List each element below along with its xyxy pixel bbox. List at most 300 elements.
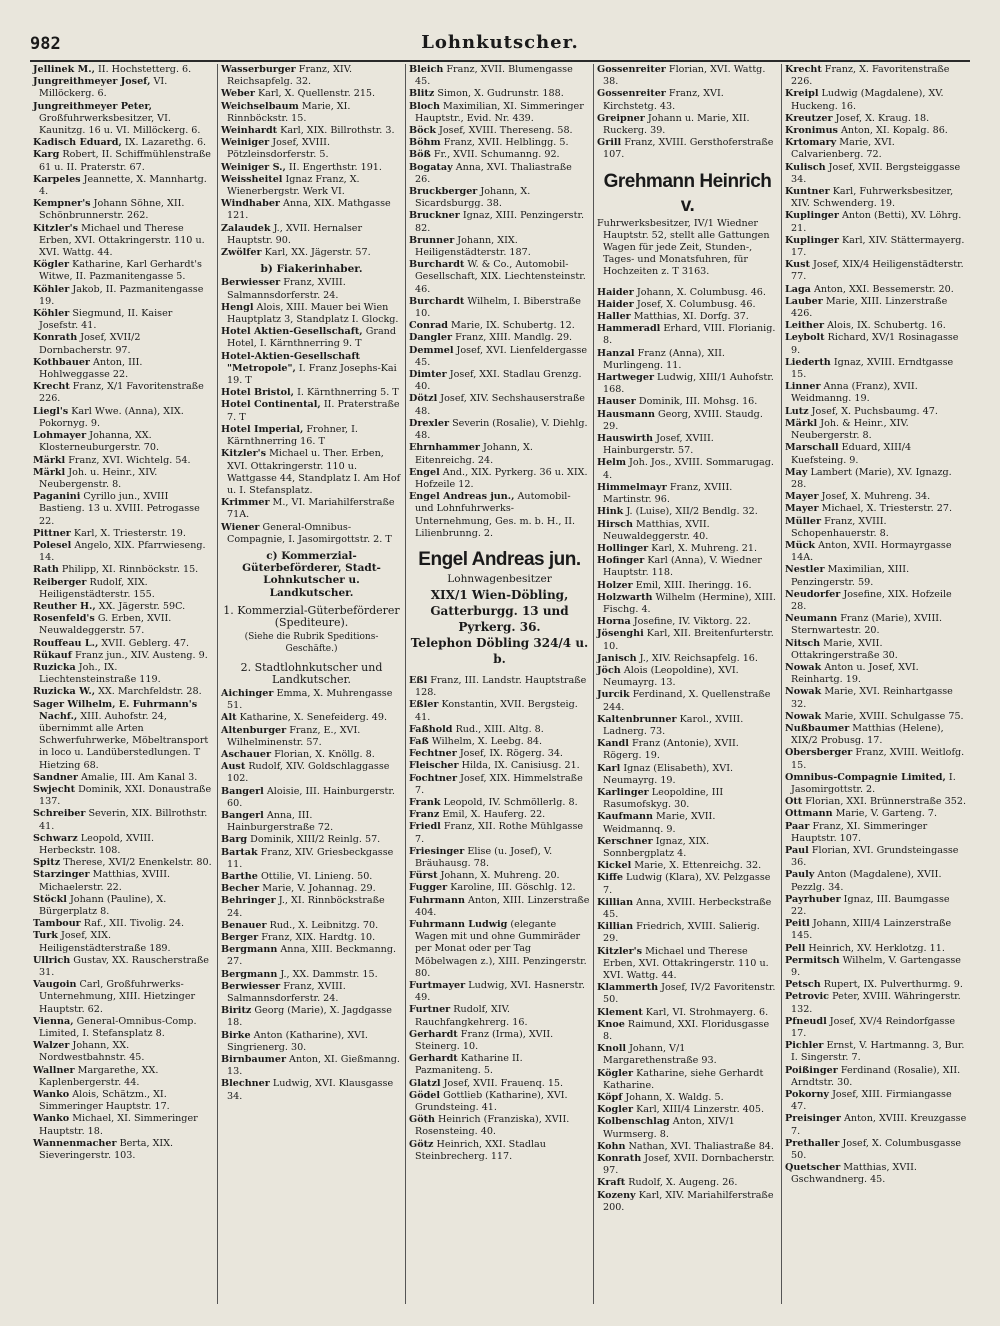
directory-entry (221, 302, 402, 326)
directory-entry (221, 969, 402, 981)
entry-text: Rudolf, XIX. Heiligenstädterstr. 155. (39, 576, 155, 600)
entry-name: Rosenfeld's (33, 613, 95, 625)
entry-text: Anton (Magdalene), XVII. Pezzlg. 34. (791, 869, 942, 893)
directory-entry (597, 311, 778, 323)
entry-name: Göth (409, 1114, 435, 1126)
directory-entry (785, 235, 967, 259)
directory-entry (33, 979, 214, 1016)
entry-name: Nußbaumer (785, 722, 850, 734)
entry-text: Marie, X. Ettenreichg. 32. (631, 860, 762, 872)
directory-entry (221, 399, 402, 423)
entry-text: Michael u. Ther. Erben, XVI. Ottakringerstr. 110 u. Wattgasse 44, Standplatz I. Am Hof u. I. Stefansplatz. (227, 448, 401, 496)
entry-name: Kohn (597, 1140, 626, 1152)
directory-entry (221, 810, 402, 834)
entry-name: Bogatay (409, 161, 453, 173)
directory-entry (33, 332, 214, 356)
entry-name: Leybolt (785, 332, 825, 344)
entry-text: Anna, XIII. Beckmanng. 27. (227, 944, 397, 968)
entry-text: Karl Wwe. (Anna), XIX. Pokornyg. 9. (39, 405, 184, 429)
directory-entry (33, 1113, 214, 1137)
directory-entry (597, 1116, 778, 1140)
directory-entry (409, 724, 590, 736)
entry-name: Wasserburger (221, 64, 296, 75)
entry-name: Paganini (33, 491, 81, 503)
directory-entry (597, 543, 778, 555)
entry-name: Horna (597, 616, 631, 628)
directory-entry (33, 833, 214, 857)
entry-text: Wilhelm (Hermine), XIII. Fischg. 4. (603, 591, 776, 615)
entry-text: Franz, XVII. Blumengasse 45. (415, 64, 573, 88)
directory-entry (597, 897, 778, 921)
entry-name: Swjecht (33, 783, 76, 795)
directory-entry (409, 296, 590, 320)
entry-text: Josef, XIX. Himmelstraße 7. (415, 772, 583, 796)
entry-text: Anton, XI. Gießmanng. 13. (227, 1054, 400, 1078)
entry-name: Killian (597, 921, 634, 933)
directory-entry (409, 235, 590, 259)
directory-entry (221, 387, 402, 399)
entry-text: Anton u. Josef, XVI. Reinhartg. 19. (791, 661, 919, 686)
entry-name: Barthe (221, 871, 258, 882)
entry-text: Katharine II. Pazmaniteng. 5. (415, 1053, 523, 1077)
entry-name: Nitsch (785, 637, 821, 649)
entry-text: Michael und Therese Erben, XVI. Ottakringerstr. 110 u. XVI. Wattg. 44. (39, 222, 205, 259)
directory-entry (221, 871, 402, 883)
entry-text: Franz, X. Favoritenstraße 226. (791, 64, 950, 88)
directory-entry (33, 564, 214, 576)
entry-name: Brunner (409, 234, 455, 246)
entry-name: Bangerl (221, 785, 264, 797)
entry-name: Kickel (597, 860, 632, 872)
entry-name: Weber (221, 88, 255, 100)
entry-name: Alt (221, 712, 237, 724)
directory-entry (785, 64, 967, 88)
entry-text: Anton, III. Hohlweggasse 22. (39, 356, 143, 381)
directory-entry (33, 357, 214, 381)
entry-name: Kreutzer (785, 112, 833, 124)
directory-entry (33, 784, 214, 808)
entry-text: Franz, XVI. Kirchstetg. 43. (603, 88, 724, 112)
entry-text: Josef, XVIII. Hainburgerstr. 57. (603, 433, 714, 457)
directory-entry (221, 247, 402, 259)
entry-name: Knoe (597, 1018, 625, 1030)
entry-name: Karl (597, 762, 621, 774)
entry-text: Franz, X/1 Favoritenstraße 226. (39, 381, 204, 405)
entry-name: Dimter (409, 369, 447, 381)
entry-text: Alois, Schätzm., XI. Simmeringer Hauptstr. 17. (39, 1089, 170, 1113)
directory-entry (409, 1139, 590, 1163)
entry-name: Kothbauer (33, 356, 90, 368)
directory-entry (409, 332, 590, 344)
directory-entry (409, 919, 590, 980)
entry-text: Johann u. Marie, XII. Ruckerg. 39. (603, 112, 750, 137)
directory-entry (597, 323, 778, 347)
directory-entry (409, 675, 590, 699)
directory-entry (597, 1007, 778, 1019)
entry-text: Franz (Irma), XVII. Steinerg. 10. (415, 1028, 554, 1053)
entry-text: Josef, XXI. Stadlau Grenzg. 40. (415, 369, 582, 393)
directory-entry (409, 137, 590, 149)
entry-text: Aloisie, III. Hainburgerstr. 60. (227, 785, 395, 809)
entry-text: Franz, XVIII. Schopenhauerstr. 8. (791, 515, 889, 539)
column-5 (782, 64, 970, 1304)
directory-entry (785, 125, 967, 137)
entry-text: Friedrich, XVIII. Salierig. 29. (603, 921, 760, 945)
directory-entry (409, 418, 590, 442)
directory-entry (33, 101, 214, 138)
advertisement-grehmann (597, 170, 778, 279)
entry-name: Marschall (785, 442, 839, 454)
entry-name: Sager Wilhelm, E. Fuhrmann's Nachf., (33, 698, 198, 722)
entry-text: Rud., X. Leibnitzg. 70. (266, 919, 379, 931)
directory-entry (785, 1138, 967, 1162)
directory-entry (33, 699, 214, 772)
entry-text: Franz, XVIII. Salmannsdorferstr. 24. (227, 277, 346, 301)
entry-name: Poißinger (785, 1064, 838, 1076)
entry-name: Bergmann (221, 968, 278, 980)
entry-text: Johann (Pauline), X. Bürgerplatz 8. (39, 893, 167, 918)
entry-name: Jellinek M., (33, 64, 95, 75)
entry-name: Rükauf (33, 649, 72, 661)
directory-entry (785, 442, 967, 466)
entry-name: Glatzl (409, 1077, 441, 1089)
directory-entry (409, 736, 590, 748)
entry-text: Karl, XIX. Billrothstr. 3. (277, 125, 395, 137)
entry-text: Marie, V. Johannag. 29. (259, 883, 376, 895)
directory-entry (33, 1089, 214, 1113)
directory-entry (409, 186, 590, 210)
entry-text: Ferdinand, X. Quellenstraße 244. (603, 689, 771, 713)
entry-text: J., XX. Dammstr. 15. (277, 968, 378, 980)
entry-name: Peitl (785, 918, 810, 930)
entry-text: Johann, X. Sicardsburgg. 38. (415, 186, 531, 210)
ad-line-2: XIX/1 Wien-Döbling, Gatterburgg. 13 und Pyrkerg. 36. (430, 587, 569, 634)
entry-text: Raf., XII. Tivolig. 24. (80, 918, 185, 930)
entry-text: Erhard, VIII. Florianig. 8. (603, 323, 776, 347)
directory-entry (33, 540, 214, 564)
entry-name: Kitzler's (221, 448, 267, 460)
entry-text: Anton (Katharine), XVI. Singrienerg. 30. (227, 1029, 368, 1053)
entry-name: Bartak (221, 846, 258, 858)
entry-name: Jösenghi (597, 628, 644, 640)
entry-name: Kuplinger (785, 210, 839, 222)
directory-entry (409, 797, 590, 809)
directory-entry (597, 738, 778, 762)
directory-entry (597, 1141, 778, 1153)
entry-name: Aichinger (221, 687, 274, 699)
entry-name: May (785, 466, 808, 478)
directory-entry (785, 662, 967, 686)
directory-entry (785, 516, 967, 540)
directory-entry (597, 921, 778, 945)
directory-entry (409, 210, 590, 234)
entry-name: Krtomary (785, 137, 837, 149)
directory-entry (597, 1190, 778, 1214)
directory-entry (785, 1016, 967, 1040)
entry-text: XX. Jägerstr. 59C. (95, 600, 186, 612)
directory-entry (597, 665, 778, 689)
entry-name: Weinhardt (221, 125, 278, 137)
directory-entry (221, 932, 402, 944)
directory-entry (221, 725, 402, 749)
directory-entry (785, 88, 967, 112)
page-header (30, 30, 970, 58)
entry-text: Rupert, IX. Pulverthurmg. 9. (820, 979, 963, 991)
directory-entry (785, 1089, 967, 1113)
entry-name: Kögler (33, 259, 70, 271)
directory-entry (409, 88, 590, 100)
entry-text: Marie, XIII. Linzerstraße 426. (791, 295, 948, 320)
entry-name: Wanko (33, 1113, 70, 1125)
directory-entry (785, 210, 967, 234)
directory-entry (33, 662, 214, 686)
entry-text: Jakob, II. Pazmanitengasse 19. (39, 283, 204, 307)
entry-text: Ottilie, VI. Linieng. 50. (257, 871, 373, 882)
column-3 (406, 64, 594, 1304)
directory-entry (221, 125, 402, 137)
entry-name: Gerhardt (409, 1053, 458, 1065)
directory-entry (33, 174, 214, 198)
column-1 (30, 64, 218, 1304)
entry-name: Hotel Continental, (221, 399, 321, 411)
entry-text: Ignaz, XIII. Penzingerstr. 82. (415, 210, 585, 234)
directory-entry (33, 1040, 214, 1064)
entry-text: G. Erben, XVII. Neuwaldeggerstr. 57. (39, 613, 172, 637)
column-2 (218, 64, 406, 1304)
entry-text: IX. Lazarethg. 6. (121, 137, 207, 149)
directory-entry (33, 223, 214, 260)
entry-text: Großfuhrwerksbesitzer, VI. Kaunitzg. 16 u. VI. Millöckerg. 6. (39, 112, 201, 137)
entry-text: Josef, XVI. Lienfeldergasse 45. (415, 344, 588, 368)
directory-entry (409, 393, 590, 417)
entry-name: Prethaller (785, 1137, 840, 1149)
directory-entry (33, 638, 214, 650)
entry-text: Franz jun., XIV. Austeng. 9. (71, 649, 208, 661)
entry-name: Demmel (409, 344, 454, 356)
entry-text: Georg, XVIII. Staudg. 29. (603, 408, 763, 432)
entry-name: Furtmayer (409, 980, 466, 991)
entry-text: Nathan, XVI. Thaliastraße 84. (625, 1140, 774, 1152)
entry-name: Vaugoin (33, 979, 77, 991)
entry-text: Josef, XVIII. Thereseng. 58. (436, 125, 573, 137)
directory-entry (221, 920, 402, 932)
entry-name: Preisinger (785, 1113, 841, 1125)
entry-name: Eßl (409, 674, 428, 686)
entry-name: Friedl (409, 821, 441, 833)
entry-name: Barg (221, 834, 248, 846)
entry-name: Walzer (33, 1040, 70, 1052)
entry-name: Holzwarth (597, 591, 653, 603)
entry-name: Gödel (409, 1089, 441, 1101)
running-head: Lohnkutscher. (421, 32, 579, 53)
entry-name: Hotel Bristol, (221, 387, 295, 399)
entry-text: Ludwig (Klara), XV. Pelzgasse 7. (603, 872, 771, 896)
entry-name: Eßler (409, 699, 439, 711)
entry-text: Ludwig, XIII/1 Auhofstr. 168. (603, 372, 774, 396)
entry-text: Joh. & Heinr., XIV. Neubergerstr. 8. (791, 417, 909, 442)
entry-name: Stöckl (33, 893, 67, 905)
entry-text: Josef, X. Kraug. 18. (832, 112, 930, 124)
entry-text: Fr., XVII. Schumanng. 92. (430, 149, 560, 161)
page-number: 982 (30, 34, 61, 54)
directory-entry (33, 601, 214, 613)
entry-name: Starzinger (33, 869, 90, 881)
entry-text: Anton, XIII. Linzerstraße 404. (415, 894, 590, 918)
entry-name: Berwiesser (221, 277, 281, 289)
entry-text: Josef, IX. Rögerg. 34. (456, 748, 563, 760)
entry-text: Maximilian, XI. Simmeringer Hauptstr., Evid. Nr. 439. (415, 100, 584, 124)
entry-text: XIII. Auhofstr. 24, übernimmt alle Arten Schwerfuhrwerke, Möbeltransport in loco u. Landüberstedlungen. T Hietzing 68. (39, 710, 209, 771)
entry-text: Marie, XVII. Ottakringerstraße 30. (791, 637, 898, 661)
entry-text: Florian, X. Knöllg. 8. (271, 748, 375, 760)
entry-name: Hotel-Aktien-Gesellschaft "Metropole", (221, 350, 360, 374)
directory-entry (597, 1104, 778, 1116)
directory-entry (785, 955, 967, 979)
directory-entry (33, 1016, 214, 1040)
entry-text: Angelo, XIX. Pfarrwieseng. 14. (39, 539, 206, 564)
directory-entry (33, 149, 214, 173)
directory-entry (785, 491, 967, 503)
entry-text: Anton, XVIII. Kreuzgasse 7. (791, 1113, 967, 1137)
directory-entry (33, 613, 214, 637)
entry-text: Rudolf, XIV. Goldschlaggasse 102. (227, 761, 390, 785)
entry-text: Karl, XIV. Mariahilferstraße 200. (603, 1189, 774, 1213)
entry-name: Jurcik (597, 689, 630, 701)
directory-entry (785, 467, 967, 491)
directory-entry (409, 259, 590, 296)
entry-name: Hammeradl (597, 323, 661, 335)
entry-text: Ludwig (Magdalene), XV. Huckeng. 16. (791, 88, 944, 112)
entry-name: Lutz (785, 405, 809, 417)
directory-entry (409, 467, 590, 491)
entry-text: Dominik, XXI. Donaustraße 137. (39, 783, 212, 808)
ad-line-3: Telephon Döbling 324/4 u. b. (410, 635, 589, 666)
entry-name: Böck (409, 125, 436, 137)
entry-name: Birnbaumer (221, 1054, 286, 1066)
entry-name: Mück (785, 539, 816, 551)
directory-entry (33, 808, 214, 832)
entry-name: Laga (785, 283, 811, 295)
entry-name: Aust (221, 761, 246, 773)
directory-entry (409, 491, 590, 540)
entry-name: Köhler (33, 308, 70, 320)
directory-entry (221, 424, 402, 448)
entry-text: Rudolf, XIV. Rauchfangkehrerg. 16. (415, 1004, 528, 1028)
entry-name: Lauber (785, 295, 823, 307)
entry-text: Anton, XVII. Hormayrgasse 14A. (791, 539, 952, 564)
entry-name: Kiffe (597, 872, 623, 884)
entry-text: Cyrillo jun., XVIII Bastieng. 13 u. XVIII. Petrogasse 22. (39, 491, 200, 527)
entry-name: Gossenreiter (597, 88, 666, 100)
entry-text: Franz, XVIII. Gersthoferstraße 107. (603, 137, 774, 161)
entry-name: Ottmann (785, 808, 833, 820)
entry-name: Hauser (597, 396, 636, 408)
entry-name: Neumann (785, 613, 838, 625)
entry-text: Dominik, III. Mohsg. 16. (635, 396, 758, 408)
directory-entry (597, 836, 778, 860)
entry-name: Krecht (33, 381, 70, 393)
entry-text: Anna, XIX. Mathgasse 121. (227, 198, 391, 222)
directory-entry (597, 457, 778, 481)
directory-entry (597, 1019, 778, 1043)
entry-text: Katharine, siehe Gerhardt Katharine. (603, 1067, 764, 1091)
entry-text: Johann, X. Waldg. 5. (622, 1092, 724, 1104)
entry-name: Müller (785, 515, 822, 527)
entry-name: Kaufmann (597, 811, 653, 823)
entry-text: Karl, XX. Jägerstr. 57. (261, 247, 371, 259)
entry-text: Matthias, XVIII. Michaelerstr. 22. (39, 869, 171, 893)
directory-entry (597, 628, 778, 652)
directory-entry (409, 1090, 590, 1114)
directory-entry (785, 418, 967, 442)
entry-name: Liederth (785, 356, 831, 368)
entry-text: Georg (Marie), X. Jagdgasse 18. (227, 1005, 392, 1029)
directory-entry (221, 522, 402, 546)
entry-name: Jöch (597, 664, 621, 676)
entry-text: Josef, XV/4 Reindorfgasse 17. (791, 1015, 956, 1040)
entry-name: Rouffeau L., (33, 637, 99, 649)
directory-entry (597, 982, 778, 1006)
entry-text: Marie, XVI. Calvarienberg. 72. (791, 137, 895, 161)
entry-name: Hofinger (597, 555, 645, 567)
directory-entry (221, 761, 402, 785)
entry-name: Konrath (33, 332, 78, 344)
entry-text: II. Engerthstr. 191. (285, 161, 382, 173)
entry-text: Franz (Anna), XII. Murlingeng. 11. (603, 347, 725, 371)
entry-text: Franz, E., XVI. Wilhelminenstr. 57. (227, 724, 361, 748)
entry-text: W. & Co., Automobil-Gesellschaft, XIX. Liechtensteinstr. 46. (415, 259, 586, 295)
entry-text: Lambert (Marie), XV. Ignazg. 28. (791, 466, 952, 490)
directory-entry (785, 686, 967, 710)
entry-text: Rud., XIII. Altg. 8. (452, 723, 544, 735)
column-4 (594, 64, 782, 1304)
entry-name: Pittner (33, 527, 71, 539)
directory-entry (221, 688, 402, 712)
directory-entry (221, 895, 402, 919)
entry-name: Kitzler's (33, 222, 79, 234)
entry-name: Nowak (785, 710, 822, 722)
entry-text: Florian, XVI. Grundsteingasse 36. (791, 845, 959, 869)
directory-entry (785, 332, 967, 356)
entry-name: Neudorfer (785, 588, 841, 600)
entry-name: Schreiber (33, 808, 86, 820)
entry-text: Josef, IV/2 Favoritenstr. 50. (603, 982, 776, 1006)
entry-text: Matthias, XI. Dorfg. 37. (630, 311, 749, 323)
directory-entry (785, 991, 967, 1015)
entry-text: Karl, XIII/4 Linzerstr. 405. (633, 1104, 765, 1116)
entry-text: General-Omnibus-Comp. Limited, I. Stefansplatz 8. (39, 1015, 197, 1040)
entry-name: Wallner (33, 1064, 75, 1076)
entry-name: Bangerl (221, 809, 264, 821)
entry-text: Franz (Marie), XVIII. Sternwartestr. 20. (791, 613, 943, 637)
entry-text: Anton (Betti), XV. Löhrg. 21. (791, 210, 962, 234)
entry-text: Wilhelm, V. Gartengasse 9. (791, 954, 961, 979)
entry-name: Haider (597, 286, 634, 298)
entry-name: Karpeles (33, 173, 81, 185)
entry-name: Sandner (33, 771, 78, 783)
ad-name: Grehmann Heinrich v. (603, 170, 772, 216)
directory-entry (221, 883, 402, 895)
directory-entry (785, 979, 967, 991)
entry-text: Matthias, XVII. Gschwandnerg. 45. (791, 1162, 917, 1186)
entry-text: Franz, XI. Simmeringer Hauptstr. 107. (791, 820, 928, 844)
directory-entry (33, 467, 214, 491)
entry-text: Florian, XVI. Wattg. 38. (603, 64, 766, 88)
entry-name: Ullrich (33, 954, 71, 966)
directory-entry (221, 1005, 402, 1029)
directory-entry (221, 1078, 402, 1102)
entry-name: Böhm (409, 137, 441, 149)
